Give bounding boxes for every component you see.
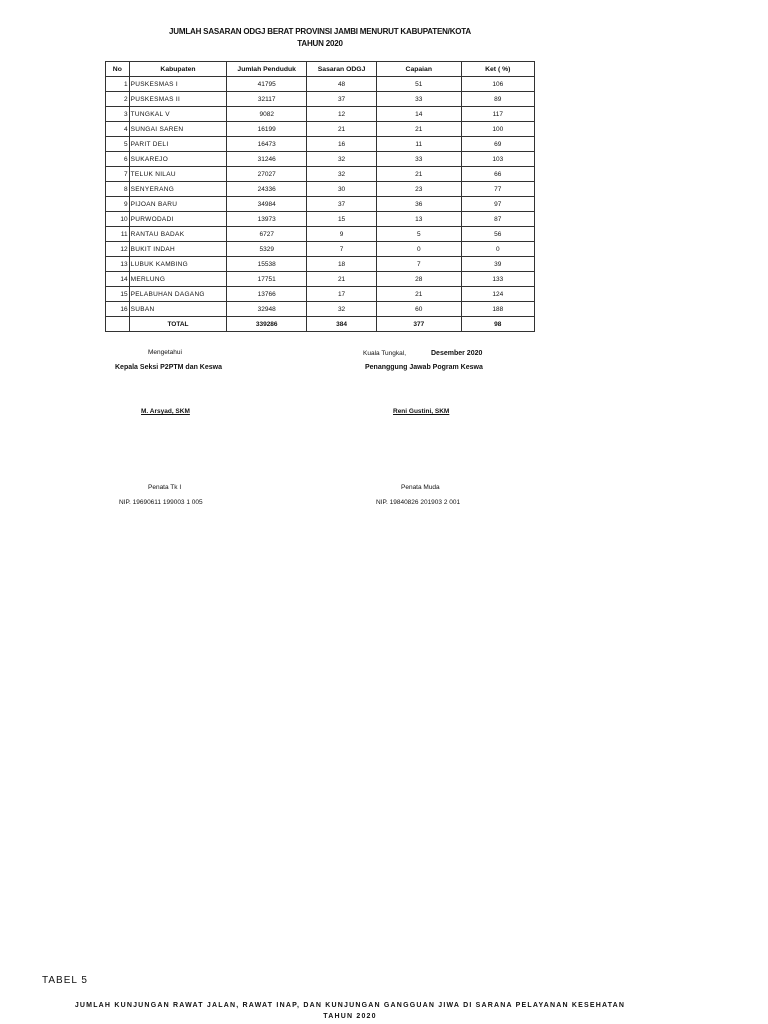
- cell-no: 1: [106, 77, 130, 92]
- total-cell-jumlah-penduduk: 339286: [227, 317, 307, 332]
- column-header-jumlah-penduduk: Jumlah Penduduk: [227, 62, 307, 77]
- cell-capaian: 23: [377, 182, 462, 197]
- cell-ket: 77: [461, 182, 534, 197]
- cell-capaian: 33: [377, 152, 462, 167]
- cell-ket: 117: [461, 107, 534, 122]
- cell-capaian: 60: [377, 302, 462, 317]
- cell-kabupaten: RANTAU BADAK: [129, 227, 227, 242]
- cell-no: 5: [106, 137, 130, 152]
- table-row: [106, 272, 535, 287]
- next-table-year: TAHUN 2020: [323, 1013, 377, 1020]
- cell-no: 15: [106, 287, 130, 302]
- cell-ket: 87: [461, 212, 534, 227]
- cell-kabupaten: SUNGAI SAREN: [129, 122, 227, 137]
- cell-kabupaten: PURWODADI: [129, 212, 227, 227]
- cell-kabupaten: TELUK NILAU: [129, 167, 227, 182]
- cell-jumlah-penduduk: 32948: [227, 302, 307, 317]
- cell-sasaran-odgj: 32: [307, 167, 377, 182]
- document-title: JUMLAH SASARAN ODGJ BERAT PROVINSI JAMBI MENURUT KABUPATEN/KOTA: [169, 27, 471, 36]
- cell-capaian: 7: [377, 257, 462, 272]
- table-row: [106, 152, 535, 167]
- cell-capaian: 5: [377, 227, 462, 242]
- cell-jumlah-penduduk: 16199: [227, 122, 307, 137]
- left-signer-rank: Penata Tk I: [148, 484, 182, 491]
- table-row: [106, 257, 535, 272]
- cell-jumlah-penduduk: 6727: [227, 227, 307, 242]
- cell-no: 11: [106, 227, 130, 242]
- cell-jumlah-penduduk: 17751: [227, 272, 307, 287]
- total-cell-capaian: 377: [377, 317, 462, 332]
- cell-ket: 133: [461, 272, 534, 287]
- column-header-kabupaten: Kabupaten: [129, 62, 227, 77]
- cell-sasaran-odgj: 7: [307, 242, 377, 257]
- cell-sasaran-odgj: 17: [307, 287, 377, 302]
- cell-jumlah-penduduk: 5329: [227, 242, 307, 257]
- cell-no: 2: [106, 92, 130, 107]
- cell-no: 16: [106, 302, 130, 317]
- cell-ket: 89: [461, 92, 534, 107]
- cell-jumlah-penduduk: 31246: [227, 152, 307, 167]
- cell-capaian: 21: [377, 167, 462, 182]
- cell-ket: 100: [461, 122, 534, 137]
- left-signer-nip: NIP. 19690611 199003 1 005: [119, 499, 203, 506]
- next-table-title: JUMLAH KUNJUNGAN RAWAT JALAN, RAWAT INAP, DAN KUNJUNGAN GANGGUAN JIWA DI SARANA PELAYANAN KESEHATAN: [74, 1002, 626, 1009]
- cell-kabupaten: LUBUK KAMBING: [129, 257, 227, 272]
- column-header-capaian: Capaian: [377, 62, 462, 77]
- cell-capaian: 21: [377, 287, 462, 302]
- left-signer-name: M. Arsyad, SKM: [141, 408, 190, 415]
- table-row: [106, 242, 535, 257]
- cell-ket: 103: [461, 152, 534, 167]
- table-row: [106, 77, 535, 92]
- cell-jumlah-penduduk: 24336: [227, 182, 307, 197]
- cell-jumlah-penduduk: 15538: [227, 257, 307, 272]
- cell-sasaran-odgj: 18: [307, 257, 377, 272]
- cell-jumlah-penduduk: 32117: [227, 92, 307, 107]
- cell-no: 13: [106, 257, 130, 272]
- table-row: [106, 137, 535, 152]
- cell-jumlah-penduduk: 34984: [227, 197, 307, 212]
- cell-kabupaten: PARIT DELI: [129, 137, 227, 152]
- cell-sasaran-odgj: 15: [307, 212, 377, 227]
- cell-capaian: 51: [377, 77, 462, 92]
- cell-capaian: 36: [377, 197, 462, 212]
- cell-capaian: 28: [377, 272, 462, 287]
- right-signer-nip: NIP. 19840826 201903 2 001: [376, 499, 461, 506]
- total-cell-no: [106, 317, 130, 332]
- table-row: [106, 302, 535, 317]
- table-row: [106, 182, 535, 197]
- cell-jumlah-penduduk: 13973: [227, 212, 307, 227]
- cell-no: 3: [106, 107, 130, 122]
- cell-sasaran-odgj: 21: [307, 272, 377, 287]
- cell-sasaran-odgj: 32: [307, 152, 377, 167]
- table-number-label: TABEL 5: [42, 975, 88, 986]
- cell-no: 4: [106, 122, 130, 137]
- signing-date: Desember 2020: [431, 350, 483, 357]
- right-signer-rank: Penata Muda: [401, 484, 440, 491]
- cell-ket: 188: [461, 302, 534, 317]
- cell-capaian: 0: [377, 242, 462, 257]
- mengetahui-label: Mengetahui: [148, 349, 182, 356]
- table-row: [106, 107, 535, 122]
- column-header-no: No: [106, 62, 130, 77]
- right-signer-name: Reni Gustini, SKM: [393, 408, 450, 415]
- cell-ket: 39: [461, 257, 534, 272]
- cell-sasaran-odgj: 48: [307, 77, 377, 92]
- cell-kabupaten: SUBAN: [129, 302, 227, 317]
- cell-kabupaten: SENYERANG: [129, 182, 227, 197]
- cell-ket: 124: [461, 287, 534, 302]
- cell-capaian: 14: [377, 107, 462, 122]
- total-cell-kabupaten: TOTAL: [129, 317, 227, 332]
- cell-kabupaten: SUKAREJO: [129, 152, 227, 167]
- cell-sasaran-odgj: 30: [307, 182, 377, 197]
- cell-sasaran-odgj: 32: [307, 302, 377, 317]
- cell-sasaran-odgj: 37: [307, 197, 377, 212]
- cell-no: 7: [106, 167, 130, 182]
- cell-ket: 97: [461, 197, 534, 212]
- table-row: [106, 167, 535, 182]
- cell-kabupaten: MERLUNG: [129, 272, 227, 287]
- total-cell-sasaran-odgj: 384: [307, 317, 377, 332]
- table-row: [106, 197, 535, 212]
- cell-ket: 0: [461, 242, 534, 257]
- cell-kabupaten: PUSKESMAS I: [129, 77, 227, 92]
- table-header-row: [106, 62, 535, 77]
- cell-jumlah-penduduk: 16473: [227, 137, 307, 152]
- cell-no: 10: [106, 212, 130, 227]
- cell-kabupaten: BUKIT INDAH: [129, 242, 227, 257]
- cell-jumlah-penduduk: 41795: [227, 77, 307, 92]
- table-row: [106, 122, 535, 137]
- cell-capaian: 13: [377, 212, 462, 227]
- cell-jumlah-penduduk: 27027: [227, 167, 307, 182]
- cell-sasaran-odgj: 16: [307, 137, 377, 152]
- total-cell-ket: 98: [461, 317, 534, 332]
- cell-no: 12: [106, 242, 130, 257]
- table-total-row: [106, 317, 535, 332]
- cell-kabupaten: PIJOAN BARU: [129, 197, 227, 212]
- cell-kabupaten: PUSKESMAS II: [129, 92, 227, 107]
- column-header-sasaran-odgj: Sasaran ODGJ: [307, 62, 377, 77]
- cell-sasaran-odgj: 12: [307, 107, 377, 122]
- cell-no: 8: [106, 182, 130, 197]
- table-row: [106, 287, 535, 302]
- cell-capaian: 33: [377, 92, 462, 107]
- cell-sasaran-odgj: 9: [307, 227, 377, 242]
- cell-kabupaten: TUNGKAL V: [129, 107, 227, 122]
- odgj-data-table: [105, 61, 535, 332]
- column-header-ket: Ket ( %): [461, 62, 534, 77]
- right-signer-role: Penanggung Jawab Pogram Keswa: [365, 364, 483, 371]
- cell-ket: 66: [461, 167, 534, 182]
- cell-no: 9: [106, 197, 130, 212]
- cell-capaian: 21: [377, 122, 462, 137]
- cell-no: 6: [106, 152, 130, 167]
- table-row: [106, 212, 535, 227]
- cell-kabupaten: PELABUHAN DAGANG: [129, 287, 227, 302]
- cell-jumlah-penduduk: 9082: [227, 107, 307, 122]
- table-row: [106, 92, 535, 107]
- table-row: [106, 227, 535, 242]
- cell-capaian: 11: [377, 137, 462, 152]
- signing-place: Kuala Tungkal,: [363, 350, 407, 357]
- cell-ket: 56: [461, 227, 534, 242]
- cell-sasaran-odgj: 21: [307, 122, 377, 137]
- cell-sasaran-odgj: 37: [307, 92, 377, 107]
- cell-ket: 69: [461, 137, 534, 152]
- left-signer-role: Kepala Seksi P2PTM dan Keswa: [115, 364, 222, 371]
- cell-no: 14: [106, 272, 130, 287]
- document-subtitle-year: TAHUN 2020: [297, 39, 343, 48]
- cell-jumlah-penduduk: 13766: [227, 287, 307, 302]
- cell-ket: 106: [461, 77, 534, 92]
